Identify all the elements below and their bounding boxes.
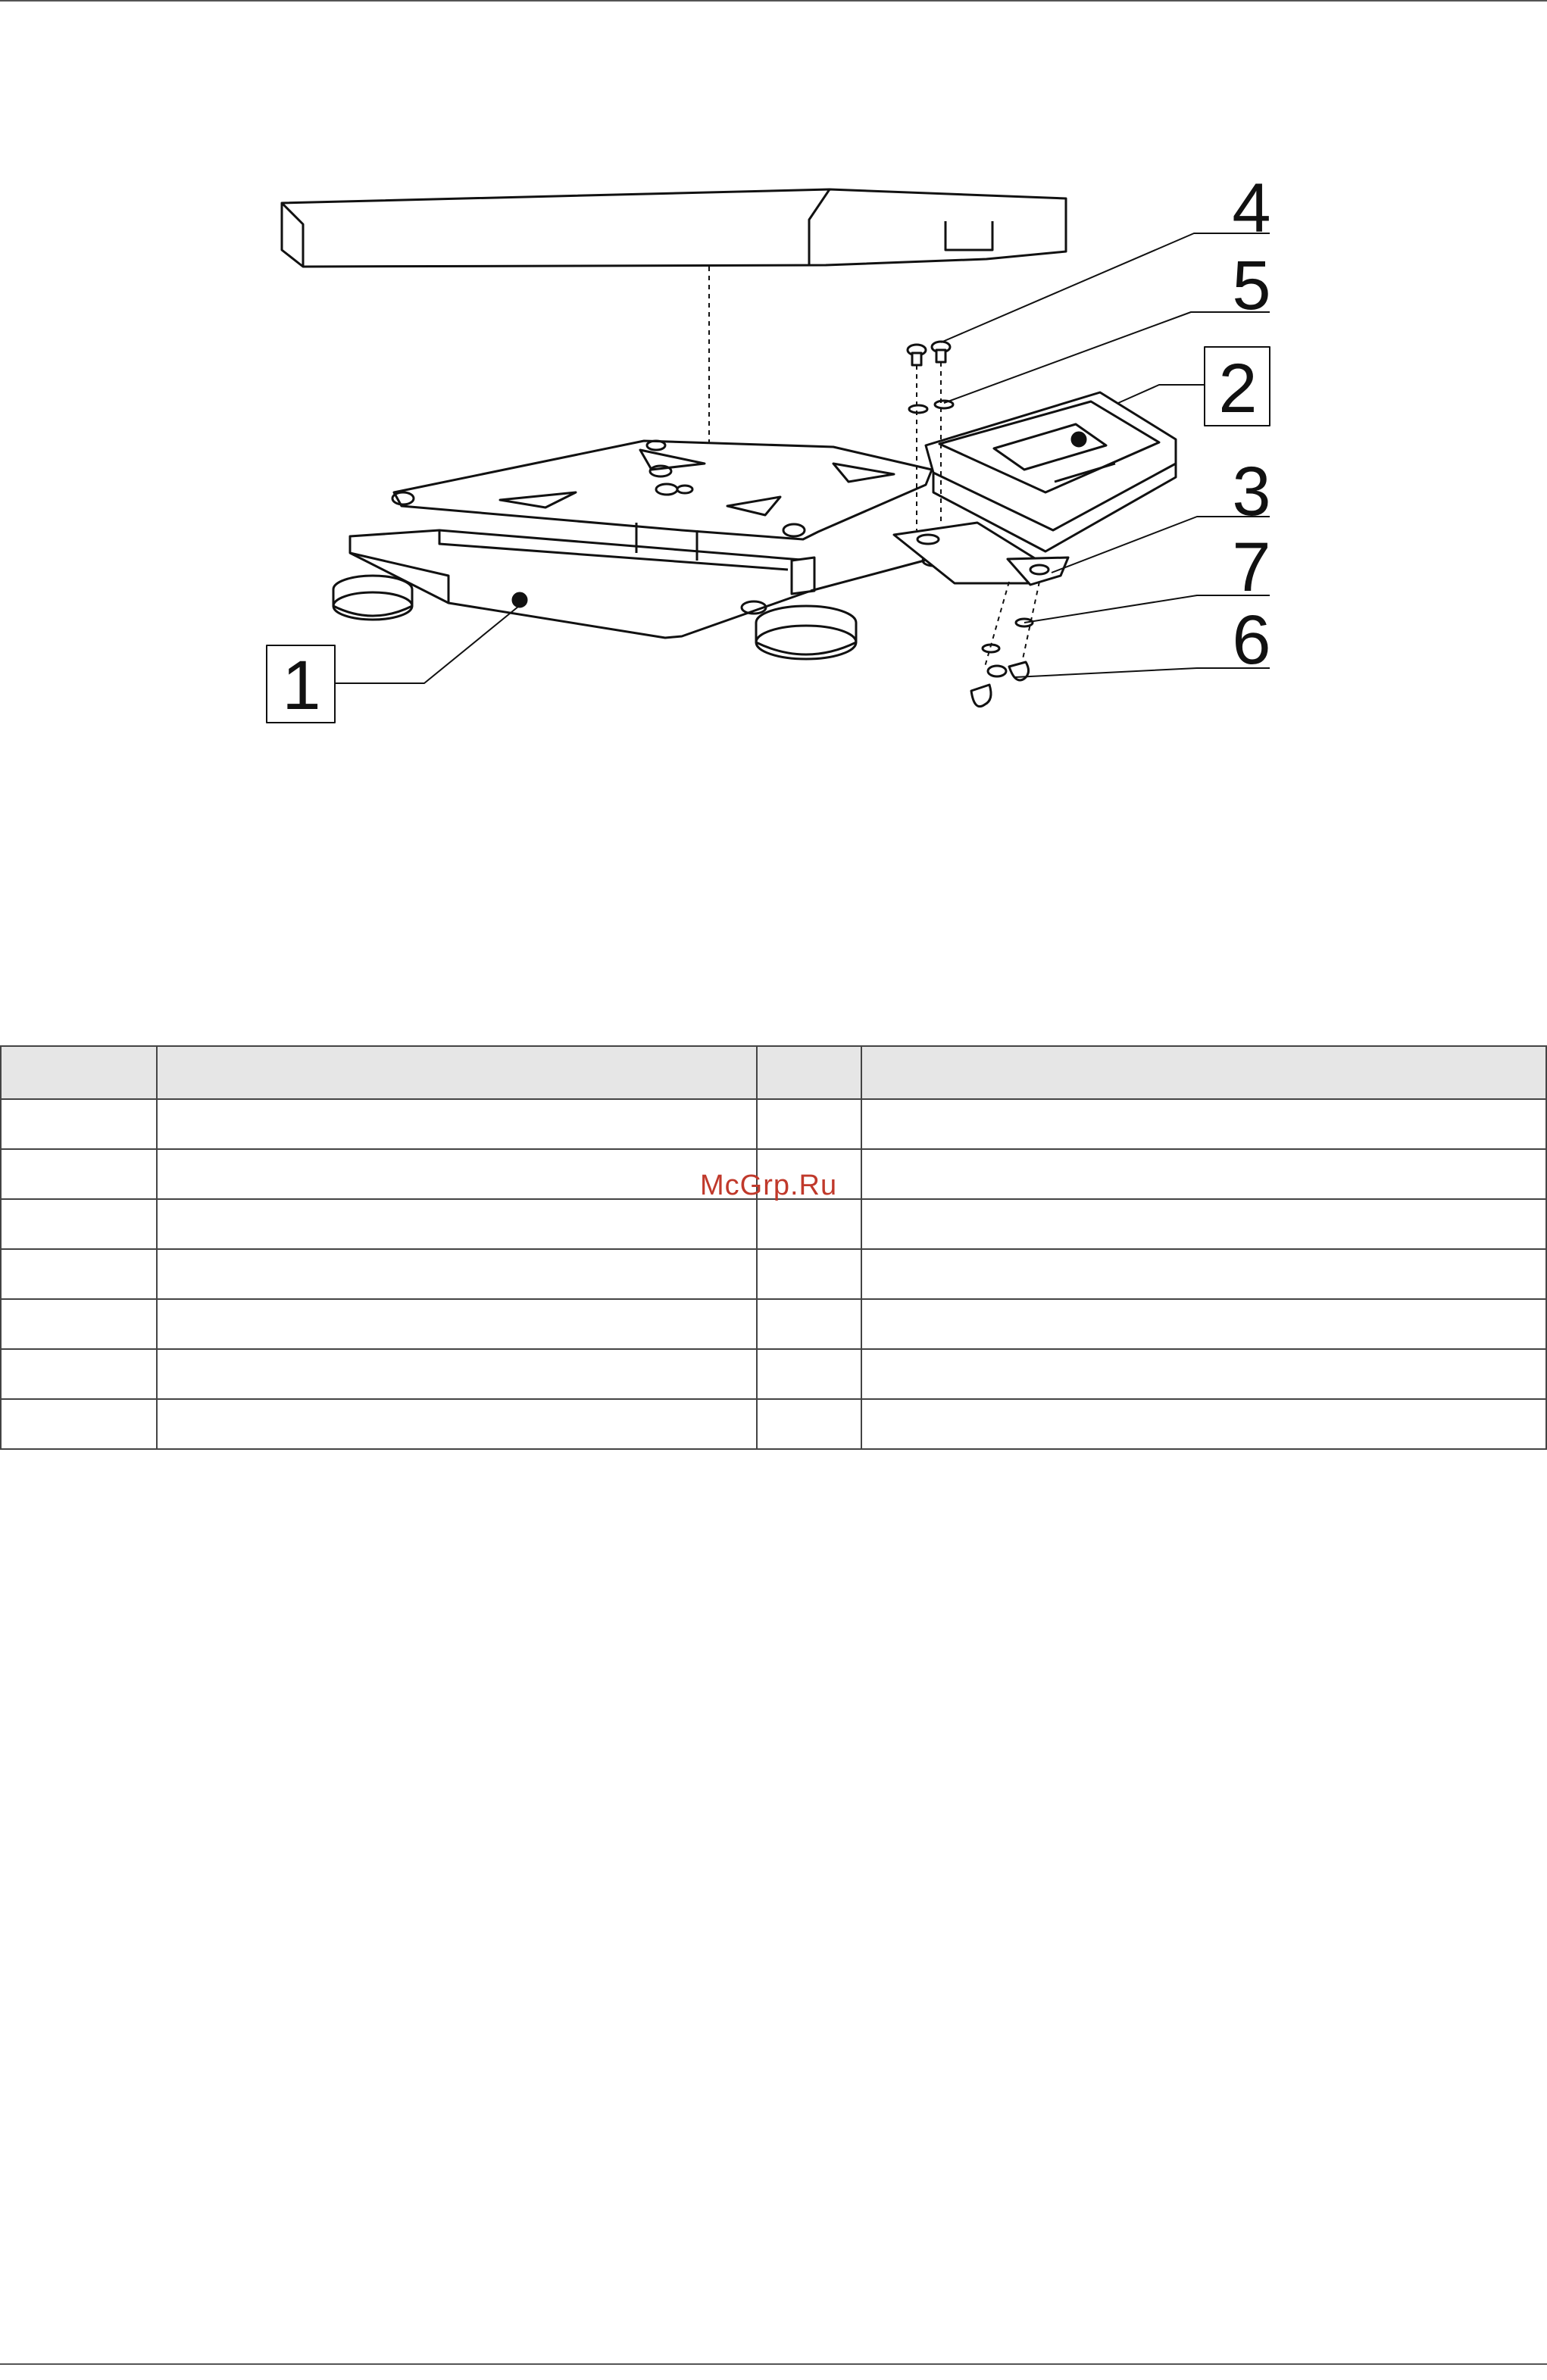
table-row [1,1249,1546,1299]
table-cell [157,1399,757,1449]
table-cell [757,1349,861,1399]
table-cell [757,1199,861,1249]
table-row [1,1399,1546,1449]
base-plate [392,441,932,539]
callout-1: 1 [282,647,321,724]
table-cell [1,1199,157,1249]
header-cell-no-2 [757,1046,861,1099]
table-cell [157,1099,757,1149]
foot-left [333,576,412,620]
table-cell [1,1149,157,1199]
callout-4: 4 [1232,170,1271,247]
table-cell [1,1249,157,1299]
screws [908,342,950,530]
callout-6: 6 [1232,601,1271,679]
table-cell [757,1249,861,1299]
table-cell [757,1099,861,1149]
table-cell [861,1099,1546,1149]
callout-7: 7 [1232,529,1271,606]
callout-5: 5 [1232,247,1271,324]
table-cell [157,1249,757,1299]
table-cell [861,1149,1546,1199]
callout-2: 2 [1218,350,1258,427]
parts-table [0,1045,1547,1450]
foot-right [756,606,856,659]
table-cell [1,1099,157,1149]
table-cell [757,1299,861,1349]
weighing-pan [282,189,1066,267]
table-cell [157,1349,757,1399]
header-cell-name [157,1046,757,1099]
table-cell [1,1399,157,1449]
table-cell [757,1399,861,1449]
table-cell [861,1399,1546,1449]
table-cell [1,1299,157,1349]
table-row [1,1099,1546,1149]
table-cell [157,1149,757,1199]
table-row [1,1349,1546,1399]
table-cell [861,1299,1546,1349]
table-header-row [1,1046,1546,1099]
table-cell [861,1199,1546,1249]
header-cell-name-2 [861,1046,1546,1099]
bottom-rule [0,2363,1547,2365]
mounting-bracket [894,523,1068,585]
header-cell-no [1,1046,157,1099]
table-row [1,1199,1546,1249]
exploded-scale-diagram [0,0,1547,757]
table-cell [157,1199,757,1249]
table-cell [861,1249,1546,1299]
table-cell [1,1349,157,1399]
nuts-and-washers-lower [971,582,1039,707]
table-row [1,1299,1546,1349]
watermark: McGrp.Ru [700,1170,838,1201]
table-cell [157,1299,757,1349]
callout-3: 3 [1232,453,1271,530]
table-cell [861,1349,1546,1399]
